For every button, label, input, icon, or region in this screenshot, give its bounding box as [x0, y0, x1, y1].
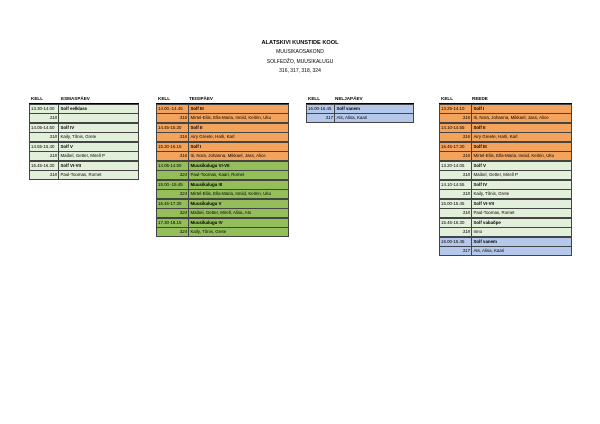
- lesson-subject: Solf III: [190, 106, 204, 111]
- lesson-time: 16.45-17.30: [440, 143, 472, 151]
- lesson-block: [156, 180, 289, 199]
- lesson-students: Maibel, Getter, Mirell P: [473, 172, 518, 177]
- lesson-room: 318: [30, 152, 59, 160]
- lesson-room: 316: [440, 114, 472, 122]
- lesson-row-main: [440, 180, 571, 189]
- lesson-students: Paul-Toomas, Romet: [473, 210, 515, 215]
- lesson-time: 14.45-15.30: [157, 124, 189, 132]
- lesson-room: 318: [440, 228, 472, 236]
- lesson-row-main: [440, 123, 571, 132]
- lesson-time: 13.30-14.00: [30, 105, 59, 113]
- lesson-subject: Solf II: [473, 125, 486, 130]
- kell-header: KELL: [158, 96, 170, 101]
- column-thursday: [306, 96, 414, 123]
- lesson-block: [156, 104, 289, 123]
- lesson-students: Iti, Nora, Johanna, Mikkael, Jass, Alice: [473, 115, 549, 120]
- lesson-subject: Solf eelklass: [60, 106, 88, 111]
- lesson-room: 316: [440, 152, 472, 160]
- lesson-row-detail: [157, 227, 288, 236]
- lesson-row-detail: [440, 246, 571, 255]
- lesson-room: 316: [157, 133, 189, 141]
- column-friday: [439, 96, 572, 256]
- lesson-block: [439, 161, 572, 180]
- lesson-time: 13.25-14.10: [440, 105, 472, 113]
- lesson-row-detail: [30, 170, 138, 179]
- column-header: [29, 96, 139, 104]
- lesson-time: 14.05-14.50: [157, 162, 189, 170]
- lesson-subject: Solf VI-VII: [60, 163, 81, 168]
- lesson-students: Iti, Nora, Johanna, Mikkael, Jass, Alice: [190, 153, 266, 158]
- lesson-room: 318: [440, 171, 472, 179]
- lesson-students: Airy Greete, Harli, Karl: [473, 134, 518, 139]
- lesson-time: 15.45-16.30: [440, 219, 472, 227]
- lesson-row-main: [307, 104, 413, 113]
- lesson-block: [439, 104, 572, 123]
- lesson-time: 13.20-14.05: [440, 162, 472, 170]
- lesson-row-main: [440, 161, 571, 170]
- column-header: [439, 96, 572, 104]
- lesson-room: 324: [157, 190, 189, 198]
- lesson-time: 15.45-16.30: [30, 162, 59, 170]
- lesson-block: [29, 104, 139, 123]
- lesson-subject: Solf vanem: [336, 106, 360, 111]
- kell-header: KELL: [31, 96, 43, 101]
- lesson-time: 14.10-14.55: [440, 124, 472, 132]
- day-header: NELJAPÄEV: [335, 96, 363, 101]
- lesson-time: 16.00-16.45: [440, 238, 472, 246]
- lesson-students: Maibel, Getter, Mirell P: [60, 153, 105, 158]
- lesson-subject: Solf I: [190, 144, 202, 149]
- lesson-subject: Solf IV: [60, 125, 75, 130]
- lesson-block: [439, 123, 572, 142]
- lesson-row-main: [157, 104, 288, 113]
- lesson-row-detail: [440, 151, 571, 160]
- lesson-subject: Solf vabaõpe: [473, 220, 501, 225]
- lesson-row-main: [157, 123, 288, 132]
- lesson-block: [439, 237, 572, 256]
- lesson-subject: Muusikalugu V: [190, 201, 222, 206]
- lesson-row-main: [440, 218, 571, 227]
- subjects-line: SOLFEDŽO, MUUSIKALUGU: [266, 59, 334, 65]
- lesson-room: 318: [30, 171, 59, 179]
- lesson-row-detail: [440, 132, 571, 141]
- lesson-row-detail: [157, 189, 288, 198]
- lesson-row-detail: [157, 208, 288, 217]
- lesson-row-main: [157, 199, 288, 208]
- day-header: REEDE: [472, 96, 488, 101]
- lesson-room: 324: [157, 209, 189, 217]
- day-header: ESMASPÄEV: [61, 96, 90, 101]
- lesson-row-detail: [440, 170, 571, 179]
- lesson-time: 14.05-14.50: [30, 124, 59, 132]
- lesson-row-detail: [30, 132, 138, 141]
- lesson-block: [439, 218, 572, 237]
- lesson-time: 15.00-15.45: [440, 200, 472, 208]
- lesson-time: 14.00.-14.45: [157, 105, 189, 113]
- lesson-subject: Solf V: [473, 163, 486, 168]
- lesson-room: 316: [157, 152, 189, 160]
- lesson-row-detail: [440, 113, 571, 122]
- lesson-row-detail: [30, 151, 138, 160]
- column-header: [156, 96, 289, 104]
- lesson-students: [59, 114, 138, 122]
- lesson-row-main: [440, 142, 571, 151]
- department-subtitle: MUUSIKAOSAKOND: [276, 49, 324, 55]
- lesson-room: 318: [30, 133, 59, 141]
- lesson-row-detail: [440, 227, 571, 236]
- lesson-block: [306, 104, 414, 123]
- school-title: ALATSKIVI KUNSTIDE KOOL: [261, 40, 339, 46]
- lesson-students: Maibel, Getter, Mirell, Alisa, Ats: [190, 210, 252, 215]
- lesson-row-main: [157, 218, 288, 227]
- column-monday: [29, 96, 139, 180]
- lesson-room: 317: [440, 247, 472, 255]
- lesson-block: [29, 142, 139, 161]
- lesson-room: 317: [307, 114, 335, 122]
- lesson-row-main: [30, 123, 138, 132]
- kell-header: KELL: [441, 96, 453, 101]
- lesson-row-detail: [157, 170, 288, 179]
- lesson-row-main: [440, 237, 571, 246]
- lesson-subject: Muusikalugu IV: [190, 220, 223, 225]
- lesson-block: [156, 123, 289, 142]
- lesson-block: [156, 161, 289, 180]
- lesson-block: [29, 123, 139, 142]
- lesson-students: Kaily, Tõnis, Grete: [60, 134, 97, 139]
- lesson-room: 324: [157, 228, 189, 236]
- lesson-time: 16.45-17.30: [157, 200, 189, 208]
- lesson-students: Inno: [473, 229, 483, 234]
- lesson-subject: Solf II: [190, 125, 203, 130]
- lesson-subject: Solf III: [473, 144, 487, 149]
- kell-header: KELL: [308, 96, 320, 101]
- lesson-students: Mirtel-Eliis, Ella-Maria, Inniid, Keitrin, Uku: [190, 191, 272, 196]
- rooms-line: 316, 317, 318, 324: [279, 68, 321, 74]
- lesson-students: Mirtel-Eliis, Ella-Maria, Inniid, Keitrin, Uku: [473, 153, 555, 158]
- lesson-row-main: [440, 104, 571, 113]
- lesson-row-detail: [440, 208, 571, 217]
- lesson-row-main: [30, 161, 138, 170]
- lesson-row-main: [30, 104, 138, 113]
- lesson-room: 318: [30, 114, 59, 122]
- lesson-subject: Solf VI-VII: [473, 201, 494, 206]
- lesson-students: Kaily, Tõnis, Grete: [473, 191, 510, 196]
- lesson-time: 15.00.-15.45: [157, 181, 189, 189]
- lesson-row-detail: [157, 151, 288, 160]
- lesson-row-main: [30, 142, 138, 151]
- lesson-time: 14.55-15.40: [30, 143, 59, 151]
- lesson-block: [156, 218, 289, 237]
- lesson-row-detail: [440, 189, 571, 198]
- lesson-room: 316: [157, 114, 189, 122]
- lesson-block: [439, 199, 572, 218]
- lesson-time: 17.30-18.15: [157, 219, 189, 227]
- lesson-subject: Muusikalugu VI-VII: [190, 163, 230, 168]
- lesson-subject: Solf I: [473, 106, 485, 111]
- lesson-time: 16.00-16.45: [307, 105, 335, 113]
- lesson-subject: Solf IV: [473, 182, 488, 187]
- lesson-time: 14.10-14.55: [440, 181, 472, 189]
- lesson-students: Kaily, Tõnis, Grete: [190, 229, 227, 234]
- lesson-row-detail: [307, 113, 413, 122]
- lesson-row-main: [157, 180, 288, 189]
- lesson-row-detail: [30, 113, 138, 122]
- lesson-block: [156, 199, 289, 218]
- lesson-subject: Muusikalugu III: [190, 182, 223, 187]
- lesson-block: [29, 161, 139, 180]
- lesson-subject: Solf V: [60, 144, 73, 149]
- lesson-block: [439, 180, 572, 199]
- lesson-subject: Solf vanem: [473, 239, 497, 244]
- lesson-room: 318: [440, 209, 472, 217]
- lesson-students: Airy Greete, Harli, Karl: [190, 134, 235, 139]
- column-header: [306, 96, 414, 104]
- lesson-row-main: [440, 199, 571, 208]
- lesson-students: Ats, Alisa, Kaari: [473, 248, 505, 253]
- lesson-row-detail: [157, 132, 288, 141]
- lesson-room: 318: [440, 190, 472, 198]
- lesson-room: 324: [157, 171, 189, 179]
- lesson-students: Ats, Alisa, Kaari: [336, 115, 368, 120]
- lesson-block: [156, 142, 289, 161]
- lesson-row-main: [157, 161, 288, 170]
- lesson-row-detail: [157, 113, 288, 122]
- day-header: TEISIPÄEV: [189, 96, 213, 101]
- lesson-students: Paul-Toomas, Romet: [60, 172, 102, 177]
- lesson-time: 15.30-16.15: [157, 143, 189, 151]
- lesson-students: Mirtel-Eliis, Ella-Maria, Inniid, Keitrin, Uku: [190, 115, 272, 120]
- lesson-room: 316: [440, 133, 472, 141]
- lesson-block: [439, 142, 572, 161]
- column-tuesday: [156, 96, 289, 237]
- lesson-row-main: [157, 142, 288, 151]
- lesson-students: Paul-Toomas, Kaari, Romet: [190, 172, 245, 177]
